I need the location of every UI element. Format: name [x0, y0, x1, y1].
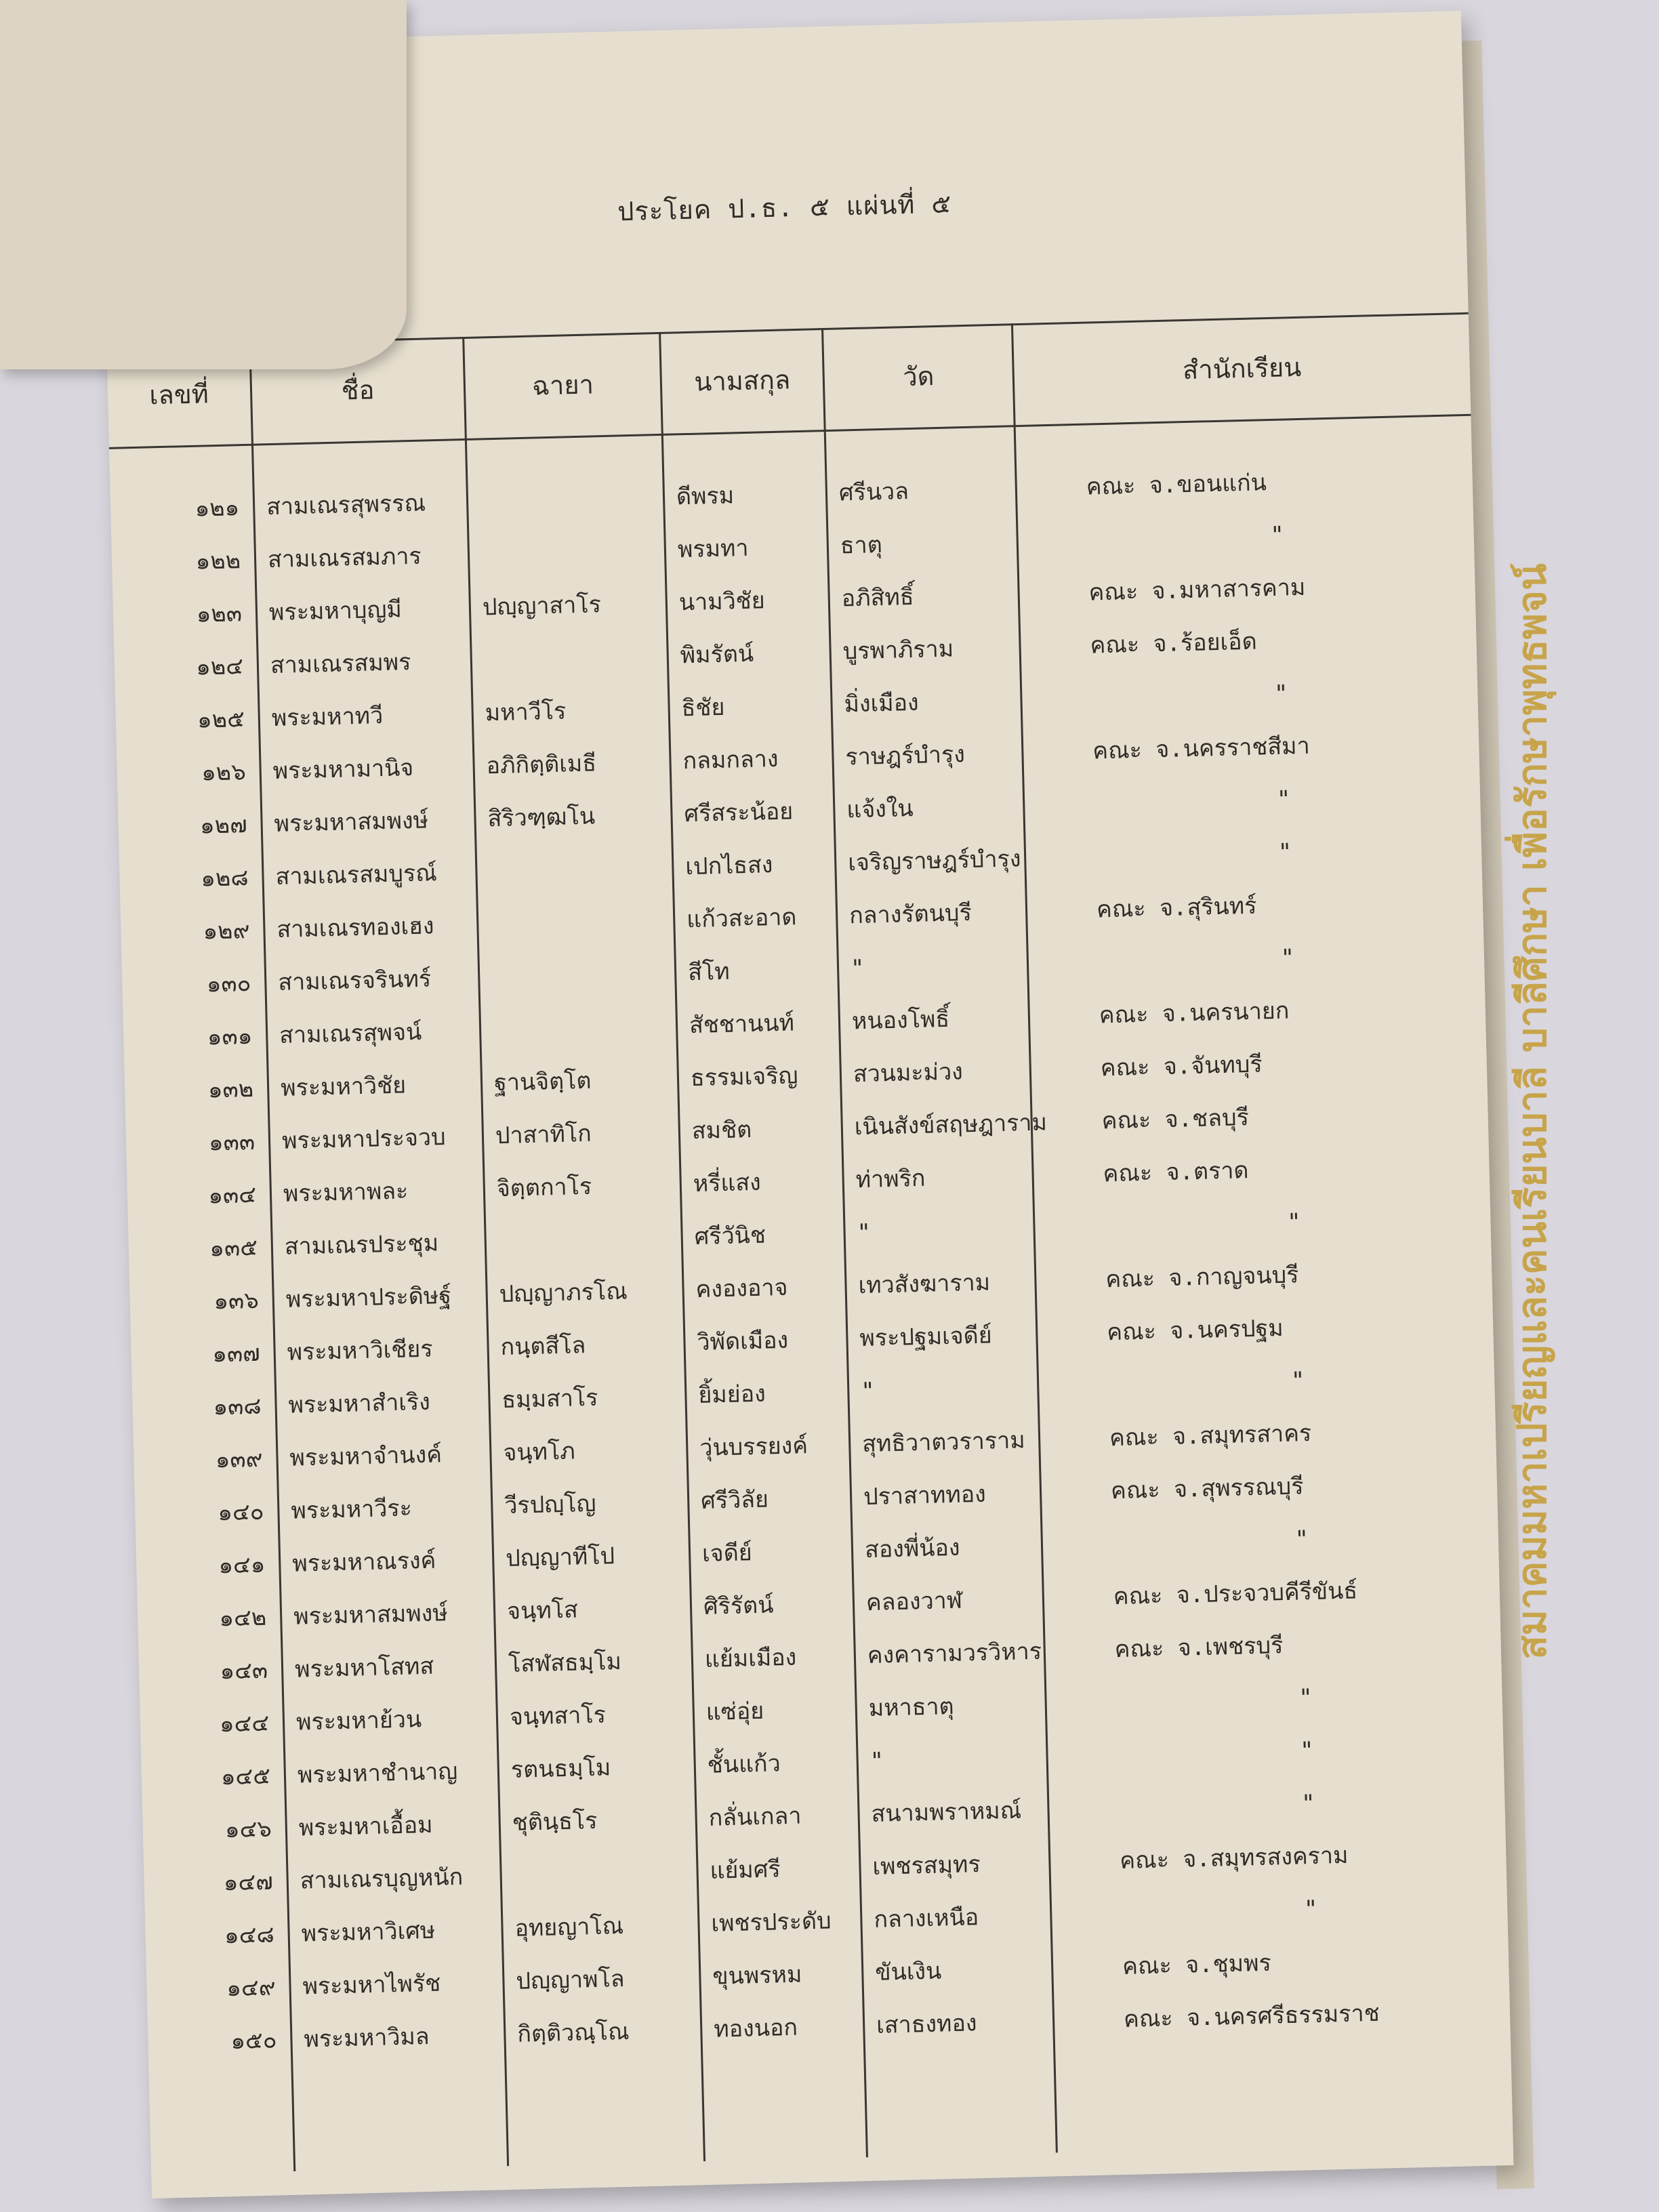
row-number: ๑๔๙: [226, 1973, 276, 2003]
row-chaya: อภิกิตฺติเมธี: [486, 750, 597, 780]
row-name: พระมหาเอื้อม: [298, 1811, 434, 1842]
row-wat: ศรีนวล: [838, 478, 909, 507]
row-chaya: มหาวีโร: [485, 697, 567, 727]
row-name: พระมหาวิมล: [303, 2023, 430, 2053]
row-wat: เจริญราษฎร์บำรุง: [847, 845, 1021, 877]
row-chaya: [483, 630, 664, 687]
row-name: พระมหาทวี: [271, 702, 384, 733]
row-name: พระมหาสมพงษ์: [293, 1599, 449, 1631]
row-wat: หนองโพธิ์: [851, 1005, 950, 1036]
row-chaya: [492, 1000, 673, 1057]
row-wat: มหาธาตุ: [868, 1692, 955, 1723]
row-surname: หรี่แสง: [693, 1168, 762, 1198]
row-surname: ขุนพรหม: [712, 1961, 802, 1990]
row-surname: ชั้นแก้ว: [707, 1750, 781, 1779]
row-name: พระมหาจำนงค์: [289, 1441, 443, 1472]
row-school: คณะ จ.กาญจนบุรี: [1105, 1261, 1299, 1294]
row-chaya: ธมฺมสาโร: [501, 1384, 598, 1414]
row-number: ๑๓๔: [207, 1181, 257, 1210]
row-number: ๑๔๑: [218, 1551, 266, 1580]
row-wat: เพชรสมุทร: [872, 1851, 981, 1881]
row-name: พระมหาณรงค์: [291, 1547, 436, 1578]
row-number: ๑๒๗: [199, 811, 248, 840]
row-wat: สองพี่น้อง: [864, 1534, 960, 1564]
row-number: ๑๔๐: [217, 1498, 264, 1527]
row-school: คณะ จ.ชุมพร: [1122, 1949, 1272, 1980]
row-school: ": [1286, 1208, 1302, 1236]
row-school: คณะ จ.ประจวบคีรีขันธ์: [1113, 1577, 1358, 1611]
row-name: พระมหาโสทส: [294, 1652, 434, 1683]
row-surname: แซ่อุ่ย: [705, 1697, 764, 1726]
row-wat: สนามพราหมณ์: [871, 1797, 1022, 1828]
row-number: ๑๔๗: [223, 1868, 274, 1897]
row-school: คณะ จ.นครนายก: [1099, 997, 1290, 1029]
row-wat: เทวสังฆาราม: [858, 1269, 991, 1300]
row-chaya: ปญฺญาทีโป: [505, 1542, 615, 1573]
row-chaya: กิตฺติวณฺโณ: [516, 2018, 630, 2048]
row-name: พระมหาบุญมี: [268, 596, 403, 627]
row-surname: สมชิต: [691, 1115, 752, 1145]
row-surname: สีโท: [687, 958, 731, 987]
row-school: ": [1294, 1525, 1309, 1553]
row-school: ": [1299, 1736, 1315, 1765]
row-wat: เนินสังข์สฤษฎาราม: [854, 1109, 1048, 1141]
row-surname: นามวิชัย: [678, 587, 766, 617]
row-name: พระมหาชำนาญ: [297, 1757, 458, 1789]
row-wat: บูรพาภิราม: [842, 635, 954, 665]
row-wat: คลองวาฬ: [865, 1586, 963, 1617]
row-chaya: ปญฺญาพโล: [515, 1965, 626, 1995]
row-surname: กลั่นเกลา: [708, 1802, 802, 1832]
row-chaya: จนฺทโภ: [502, 1437, 576, 1467]
row-number: ๑๓๖: [213, 1286, 260, 1315]
row-school: คณะ จ.นครปฐม: [1106, 1314, 1284, 1347]
row-wat: แจ้งใน: [846, 795, 914, 824]
row-chaya: ปาสาทิโก: [495, 1120, 592, 1150]
column-header-surname: นามสกุล: [693, 365, 791, 397]
row-wat: ธาตุ: [840, 531, 883, 560]
row-chaya: อุทยญาโณ: [514, 1912, 624, 1942]
row-name: สามเณรจรินทร์: [277, 965, 432, 996]
row-number: ๑๒๖: [201, 758, 247, 787]
row-name: พระมหาประจวบ: [281, 1124, 447, 1155]
row-school: คณะ จ.สมุทรสาคร: [1109, 1419, 1312, 1452]
row-number: ๑๒๘: [200, 864, 249, 893]
row-chaya: ปญฺญาภรโณ: [499, 1277, 628, 1309]
row-wat: อภิสิทธิ์: [841, 583, 914, 613]
row-number: ๑๔๔: [219, 1709, 270, 1738]
row-surname: ธรรมเจริญ: [690, 1062, 798, 1092]
row-number: ๑๓๙: [215, 1445, 264, 1474]
row-name: พระมหาวิชัย: [280, 1071, 407, 1102]
row-wat: กลางเหนือ: [873, 1904, 979, 1933]
row-school: ": [1303, 1895, 1318, 1923]
row-wat: ": [869, 1747, 884, 1775]
row-name: พระมหาพละ: [283, 1177, 409, 1208]
row-chaya: ปญฺญาสาโร: [482, 591, 602, 621]
row-surname: พิมรัตน์: [680, 640, 754, 670]
row-number: ๑๓๓: [208, 1128, 255, 1157]
row-number: ๑๔๖: [224, 1815, 272, 1844]
row-surname: เพชรประดับ: [711, 1907, 832, 1938]
row-surname: ศรีวิลัย: [700, 1486, 769, 1515]
row-chaya: โสฬสธมฺโม: [508, 1647, 622, 1678]
row-school: คณะ จ.สุรินทร์: [1096, 892, 1257, 924]
row-surname: แก้วสะอาด: [686, 903, 797, 934]
row-school: คณะ จ.สมุทรสงคราม: [1119, 1841, 1349, 1875]
row-surname: กลมกลาง: [682, 745, 779, 775]
row-school: คณะ จ.นครศรีธรรมราช: [1123, 1999, 1380, 2033]
row-chaya: รตนธมฺโม: [510, 1754, 611, 1784]
row-number: ๑๕๐: [230, 2026, 277, 2055]
row-surname: เจดีย์: [701, 1539, 753, 1568]
page-title: ประโยค ป.ธ. ๕ แผ่นที่ ๕: [617, 188, 952, 227]
row-wat: ปราสาททอง: [863, 1480, 987, 1511]
row-name: พระมหาไพรัช: [302, 1969, 441, 2001]
row-chaya: จนฺทสาโร: [509, 1701, 607, 1731]
row-name: พระมหาวิเศษ: [301, 1917, 436, 1948]
row-school: ": [1290, 1367, 1305, 1395]
row-name: สามเณรบุญหนัก: [300, 1863, 464, 1895]
row-number: ๑๔๒: [219, 1603, 267, 1633]
row-surname: วิพัดเมือง: [697, 1326, 789, 1357]
row-name: พระมหามานิจ: [272, 754, 414, 785]
row-surname: พรมทา: [677, 534, 749, 564]
row-number: ๑๔๘: [224, 1921, 275, 1950]
row-surname: เปกไธสง: [684, 851, 773, 881]
row-chaya: จนฺทโส: [506, 1596, 579, 1626]
row-school: ": [1277, 838, 1292, 866]
row-school: ": [1273, 680, 1289, 708]
row-school: คณะ จ.ชลบุรี: [1101, 1104, 1250, 1135]
row-number: ๑๓๗: [211, 1339, 261, 1368]
row-school: ": [1280, 944, 1295, 972]
row-name: พระมหาประดิษฐ์: [285, 1282, 452, 1313]
row-wat: สวนมะม่วง: [853, 1058, 964, 1088]
row-school: คณะ จ.เพชรบุรี: [1114, 1632, 1284, 1664]
row-school: คณะ จ.จันทบุรี: [1100, 1050, 1263, 1082]
row-name: สามเณรทองเฮง: [276, 912, 434, 944]
row-surname: ศรีวันิช: [694, 1221, 766, 1251]
column-header-wat: วัด: [902, 361, 935, 392]
row-number: ๑๒๙: [203, 917, 250, 945]
column-header-name: ชื่อ: [341, 375, 375, 406]
row-surname: แย้มเมือง: [704, 1643, 797, 1673]
row-surname: คงองอาจ: [695, 1273, 788, 1304]
row-wat: ": [857, 1218, 872, 1247]
row-number: ๑๒๔: [195, 653, 244, 681]
row-number: ๑๓๘: [213, 1392, 262, 1421]
row-number: ๑๓๒: [207, 1075, 254, 1104]
row-school: คณะ จ.นครราชสีมา: [1092, 732, 1311, 765]
row-school: ": [1298, 1684, 1313, 1712]
row-surname: ยิ้มย่อง: [697, 1380, 766, 1410]
row-wat: ราษฎร์บำรุง: [845, 741, 966, 771]
row-name: สามเณรสุพจน์: [279, 1018, 422, 1049]
side-watermark: สมาคมมหาเปรียญและคนเรียนบาลี บาลีศึกษา เพื่อรักษาพุทธพจน์: [1509, 563, 1555, 1660]
row-wat: สุทธิวาตวราราม: [861, 1427, 1026, 1458]
row-school: คณะ จ.ร้อยเอ็ด: [1090, 628, 1258, 659]
previous-page-corner: [0, 0, 407, 369]
row-chaya: ชุตินฺธโร: [512, 1807, 598, 1837]
row-school: ": [1269, 521, 1285, 550]
row-number: ๑๒๕: [197, 705, 245, 734]
row-number: ๑๓๕: [209, 1233, 258, 1263]
row-school: คณะ จ.สุพรรณบุรี: [1110, 1473, 1304, 1505]
row-wat: ขันเงิน: [874, 1957, 942, 1986]
row-number: ๑๒๒: [195, 547, 241, 575]
row-name: พระมหาวีระ: [290, 1494, 413, 1525]
row-number: ๑๔๓: [220, 1656, 268, 1685]
column-header-chaya: ฉายา: [531, 369, 594, 401]
row-name: พระมหาย้วน: [295, 1706, 422, 1736]
row-chaya: [489, 894, 670, 951]
row-school: ": [1300, 1789, 1316, 1818]
row-chaya: [480, 524, 661, 581]
row-wat: เสาธงทอง: [876, 2009, 977, 2039]
row-name: สามเณรประชุม: [284, 1229, 439, 1261]
row-number: ๑๓๐: [206, 969, 251, 998]
row-chaya: [491, 947, 672, 1004]
row-surname: ดีพรม: [676, 482, 735, 511]
row-number: ๑๓๑: [207, 1022, 253, 1051]
row-name: พระมหาสมพงษ์: [274, 806, 429, 838]
row-number: ๑๒๓: [196, 600, 243, 628]
row-surname: ธิชัย: [681, 693, 725, 722]
row-name: สามเณรสมภาร: [267, 542, 422, 574]
row-wat: กลางรัตนบุรี: [848, 899, 972, 930]
row-chaya: [497, 1211, 678, 1268]
row-surname: ศรีสระน้อย: [683, 798, 794, 828]
row-wat: มิ่งเมือง: [844, 689, 920, 718]
column-header-school: สำนักเรียน: [1182, 352, 1302, 386]
row-chaya: กนฺตสีโล: [500, 1332, 586, 1361]
row-wat: ": [860, 1377, 876, 1406]
row-surname: แย้มศรี: [710, 1856, 781, 1885]
row-chaya: [479, 471, 660, 528]
row-school: คณะ จ.ขอนแก่น: [1086, 469, 1267, 501]
row-number: ๑๒๑: [194, 494, 240, 523]
row-school: ": [1276, 785, 1291, 813]
row-wat: ท่าพริก: [855, 1164, 926, 1194]
row-chaya: [489, 841, 670, 898]
row-surname: สัชชานนท์: [689, 1009, 795, 1040]
row-number: ๑๔๕: [220, 1762, 271, 1791]
row-surname: ศิริรัตน์: [703, 1591, 774, 1620]
row-name: สามเณรสมพร: [270, 649, 411, 680]
row-wat: ": [850, 954, 865, 983]
row-surname: วุ่นบรรยงค์: [699, 1432, 808, 1462]
row-chaya: ฐานจิตฺโต: [493, 1067, 592, 1097]
row-school: คณะ จ.มหาสารคาม: [1088, 573, 1306, 607]
row-chaya: วีรปญฺโญ: [504, 1490, 596, 1520]
row-name: สามเณรสุพรรณ: [266, 489, 426, 521]
row-name: สามเณรสมบูรณ์: [275, 859, 438, 891]
row-wat: พระปฐมเจดีย์: [859, 1322, 993, 1353]
row-wat: คงคารามวรวิหาร: [867, 1637, 1042, 1670]
row-name: พระมหาวิเชียร: [287, 1335, 433, 1366]
row-chaya: [513, 1845, 694, 1902]
column-header-number: เลขที่: [148, 379, 209, 411]
row-chaya: จิตฺตกาโร: [496, 1172, 592, 1203]
row-school: คณะ จ.ตราด: [1103, 1157, 1249, 1188]
row-name: พระมหาสำเริง: [288, 1388, 431, 1419]
row-chaya: สิริวฑฺฒโน: [487, 802, 596, 833]
row-surname: ทองนอก: [713, 2013, 798, 2043]
